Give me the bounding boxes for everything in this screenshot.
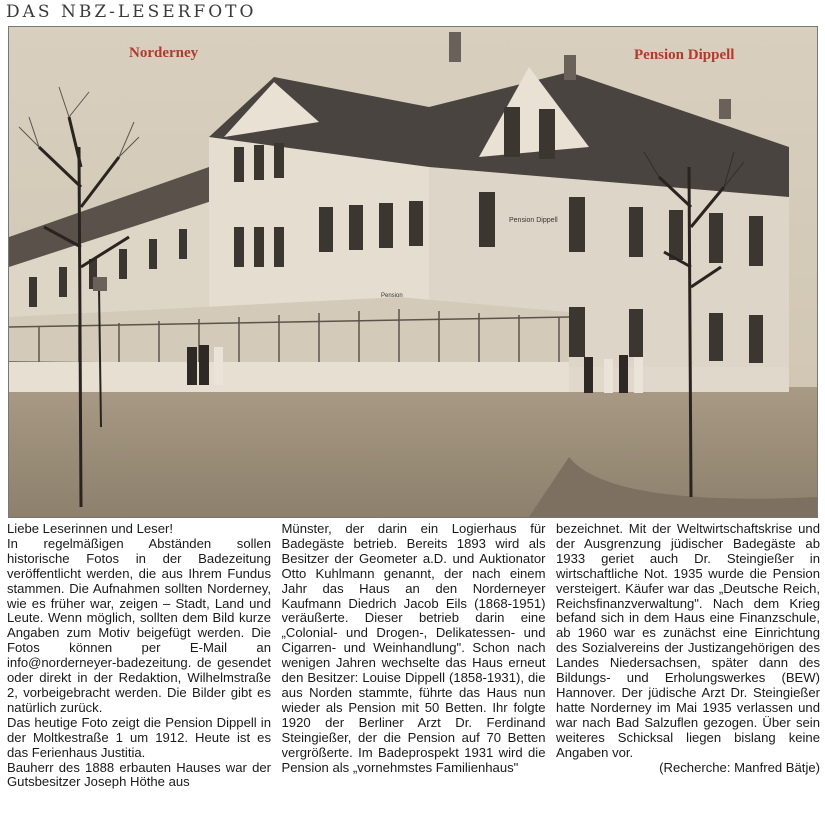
porch-sign: Pension [381,293,403,299]
article-greeting: Liebe Leserinnen und Leser! [7,522,173,536]
article-paragraph: Münster, der darin ein Logierhaus für Badegäste betrieb. Bereits 1893 wird als Besitzer der Geometer a.D. und Auktionator Otto Kuhlmann genannt, der nach einem Jahr das Haus an den Norderneyer Kaufmann Diedrich Jacob Eils (1868-1951) veräußerte. Dieser betrieb darin eine „Colonial- und Drogen-, Delikatessen- und Cigarren- und Weinhandlung". Schon nach wenigen Jahren wechselte das Haus erneut den Besitzer: Louise Dippell (1858-1931), die aus Norden stammte, führte das Haus nun wieder als Pension mit 50 Betten. Ihr folgte 1920 der Berliner Arzt Dr. Ferdinand Steingießer, der die Pension auf 70 Betten vergrößerte. Im Badeprospekt 1931 wird die Pension als „vornehmstes Familienhaus" [281,522,546,775]
article-body [7,522,820,828]
photo-caption-left: Norderney [129,45,199,61]
article-paragraph: Das heutige Foto zeigt die Pension Dippell in der Moltkestraße 1 um 1912. Heute ist es das Ferienhaus Justitia. [7,714,271,760]
historic-building-photo-icon [9,27,817,517]
article-credit: (Recherche: Manfred Bätje) [659,759,820,775]
article-paragraph: In regelmäßigen Abständen sollen historische Fotos in der Badezeitung veröffentlicht werden, die aus Ihrem Fundus stammen. Die Aufnahmen sollten Norderney, wie es früher war, zeigen – Stadt, Land und Leute. Wenn möglich, sollten dem Bild kurze Angaben zum Motiv beigefügt werden. Die Fotos können per E-Mail an info@norderneyer-badezeitung. de gesendet oder direkt in der Redaktion, Wilhelmstraße 2, vorbeigebracht werden. Die Bilder gibt es natürlich zurück. [7,535,271,715]
historic-photo [8,26,818,518]
article-column-2 [282,522,546,828]
section-header: DAS NBZ-LESERFOTO [6,2,257,22]
photo-caption-right: Pension Dippell [634,47,735,63]
article-column-3 [556,522,820,828]
article-paragraph: Bauherr des 1888 erbauten Hauses war der Gutsbesitzer Joseph Höthe aus [7,759,271,790]
article-column-1 [7,522,271,828]
article-paragraph: bezeichnet. Mit der Weltwirtschaftskrise und der Ausgrenzung jüdischer Badegäste ab 1933 geriet auch Dr. Steingießer in wirtschaftliche Not. 1935 wurde die Pension versteigert. Käufer war das „Deutsche Reich, Reichsfinanzverwaltung". Nach dem Krieg befand sich in dem Haus eine Finanzschule, ab 1960 war es zunächst eine Einrichtung des Sozialvereins der Justizangehörigen des Landes Niedersachsen, später dann des Bildungs- und Erholungswerkes (BEW) Hannover. Der jüdische Arzt Dr. Steingießer hatte Norderney im Mai 1935 verlassen und war nach Bad Salzuflen gezogen. Über sein weiteres Schicksal liegen bislang keine Angaben vor. [556,522,820,760]
facade-sign: Pension Dippell [509,217,558,224]
